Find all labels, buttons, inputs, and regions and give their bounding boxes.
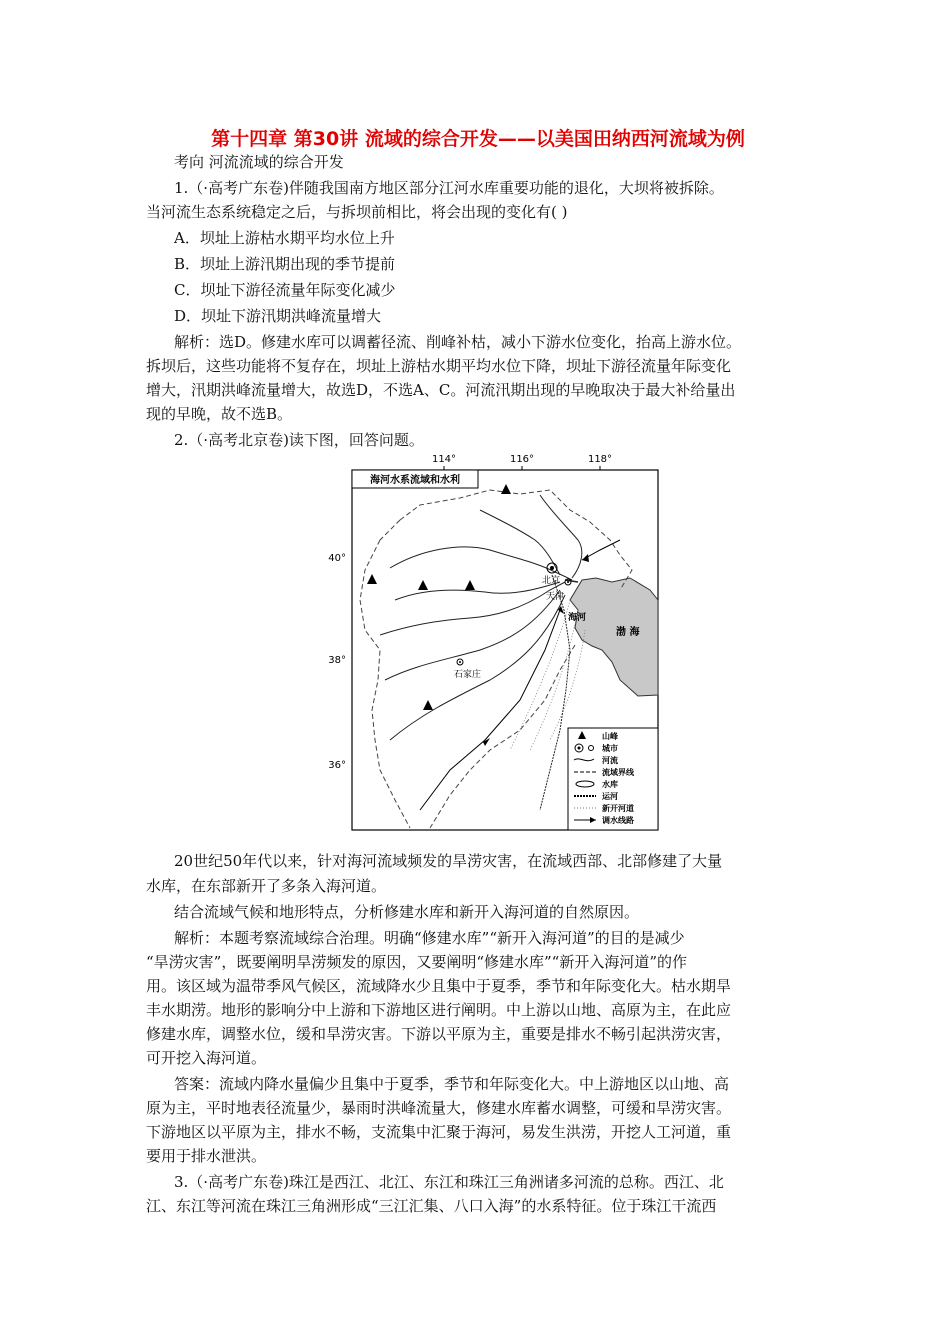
lon-label: 116°: [509, 454, 535, 465]
q2-analysis-line-5: 修建水库，调整水位，缓和旱涝灾害。下游以平原为主，重要是排水不畅引起洪涝灾害，: [146, 1025, 732, 1043]
city-label: 北京: [542, 576, 561, 586]
q2-answer-line-2: 原为主，平时地表径流量少，暴雨时洪峰流量大，修建水库蓄水调整，可缓和旱涝灾害。: [146, 1099, 732, 1117]
q2-text-line-1: 20世纪50年代以来，针对海河流域频发的旱涝灾害，在流域西部、北部修建了大量: [174, 852, 723, 870]
lat-label: 36°: [328, 760, 346, 771]
q2-analysis-line-4: 丰水期涝。地形的影响分中上游和下游地区进行阐明。中上游以山地、高原为主，在此应: [146, 1001, 732, 1019]
lat-label: 38°: [328, 655, 346, 666]
city-label: 天津: [546, 592, 565, 602]
q2-analysis-line-3: 用。该区域为温带季风气候区，流域降水少且集中于夏季，季节和年际变化大。枯水期旱: [146, 977, 732, 995]
q2-text-line-2: 水库，在东部新开了多条入海河道。: [146, 877, 387, 895]
q1-analysis-line-4: 现的早晚，故不选B。: [146, 405, 293, 423]
legend-item: 运河: [602, 792, 618, 801]
legend-item: 河流: [602, 756, 618, 765]
q2-analysis-line-1: 解析：本题考察流域综合治理。明确“修建水库”“新开入海河道”的目的是减少: [174, 929, 685, 947]
legend-item: 山峰: [602, 732, 618, 741]
q1-analysis-line-2: 拆坝后，这些功能将不复存在，坝址上游枯水期平均水位下降，坝址下游径流量年际变化: [146, 357, 732, 375]
q2-answer-line-3: 下游地区以平原为主，排水不畅，支流集中汇聚于海河，易发生洪涝，开挖人工河道，重: [146, 1123, 732, 1141]
map-title: 海河水系流域和水利: [370, 475, 460, 486]
q1-option-d: D．坝址下游汛期洪峰流量增大: [174, 307, 382, 325]
river-label: 海河: [568, 613, 587, 623]
q1-option-c: C．坝址下游径流量年际变化减少: [174, 281, 396, 299]
q2-analysis-line-2: “旱涝灾害”，既要阐明旱涝频发的原因，又要阐明“修建水库”“新开入海河道”的作: [146, 953, 688, 971]
lon-label: 118°: [587, 454, 613, 465]
q1-option-b: B．坝址上游汛期出现的季节提前: [174, 255, 396, 273]
q1-stem-line-2: 当河流生态系统稳定之后，与拆坝前相比，将会出现的变化有( ): [146, 203, 568, 221]
q2-answer-line-1: 答案：流域内降水量偏少且集中于夏季，季节和年际变化大。中上游地区以山地、高: [174, 1075, 730, 1093]
city-label: 石家庄: [454, 670, 482, 680]
sea-label: 渤 海: [616, 627, 640, 638]
q2-analysis-line-6: 可开挖入海河道。: [146, 1049, 267, 1067]
q3-line-2: 江、东江等河流在珠江三角洲形成“三江汇集、八口入海”的水系特征。位于珠江干流西: [146, 1197, 717, 1215]
legend-item: 城市: [602, 744, 618, 753]
legend-item: 水库: [602, 780, 618, 789]
chapter-title: 第十四章 第30讲 流域的综合开发——以美国田纳西河流域为例: [211, 128, 745, 150]
q2-prompt: 结合流域气候和地形特点，分析修建水库和新开入海河道的自然原因。: [174, 903, 640, 921]
q2-stem: 2.（·高考北京卷)读下图，回答问题。: [174, 431, 424, 449]
haihe-basin-map: [320, 450, 665, 835]
section-heading: 考向 河流流域的综合开发: [174, 153, 344, 171]
legend-item: 调水线路: [602, 816, 634, 825]
legend-item: 新开河道: [602, 804, 634, 813]
lat-label: 40°: [328, 553, 346, 564]
q1-analysis-line-3: 增大，汛期洪峰流量增大，故选D，不选A、C。河流汛期出现的早晚取决于最大补给量出: [146, 381, 736, 399]
q1-option-a: A．坝址上游枯水期平均水位上升: [174, 229, 395, 247]
q3-line-1: 3.（·高考广东卷)珠江是西江、北江、东江和珠江三角洲诸多河流的总称。西江、北: [174, 1173, 724, 1191]
q1-analysis-line-1: 解析：选D。修建水库可以调蓄径流、削峰补枯，减小下游水位变化，抬高上游水位。: [174, 333, 742, 351]
q1-stem-line-1: 1.（·高考广东卷)伴随我国南方地区部分江河水库重要功能的退化，大坝将被拆除。: [174, 179, 724, 197]
legend-item: 流域界线: [602, 768, 634, 777]
lon-label: 114°: [431, 454, 457, 465]
q2-answer-line-4: 要用于排水泄洪。: [146, 1147, 267, 1165]
